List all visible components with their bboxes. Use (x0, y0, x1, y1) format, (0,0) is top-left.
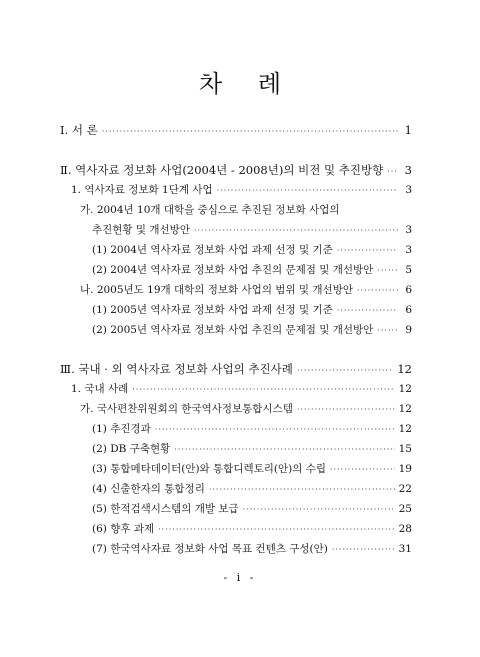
toc-entry-page: 22 (398, 483, 412, 495)
toc-entry[interactable] (92, 322, 412, 338)
dot-leader (357, 283, 398, 299)
toc-entry-label: (4) 신출한자의 통합정리 (92, 483, 205, 495)
toc-entry[interactable] (92, 541, 412, 557)
toc-entry-page: 3 (405, 184, 412, 196)
toc-entry-page: 5 (405, 264, 412, 276)
toc-entry-page: 12 (397, 362, 412, 376)
toc-entry-page: 3 (405, 244, 412, 256)
toc-entry-label: 나. 2005년도 19개 대학의 정보화 사업의 범위 및 개선방안 (80, 284, 353, 296)
dot-leader (337, 243, 398, 259)
dot-leader (337, 303, 398, 319)
dot-leader (243, 502, 395, 518)
toc-entry[interactable] (92, 501, 412, 517)
dot-leader (377, 263, 398, 279)
page-number: - i - (223, 571, 257, 584)
toc-entry-page: 12 (398, 423, 412, 435)
dot-leader (387, 164, 398, 180)
toc-entry[interactable] (92, 222, 412, 238)
dot-leader (209, 482, 395, 498)
dot-leader (217, 183, 398, 199)
toc-entry-page: 6 (405, 304, 412, 316)
dot-leader (174, 442, 394, 458)
toc-entry-label: 가. 국사편찬위원회의 한국역사정보통합시스템 (80, 403, 293, 415)
toc-entry-label: (7) 한국역사자료 정보화 사업 목표 컨텐츠 구성(안) (92, 543, 328, 555)
toc-entry-label: Ⅰ. 서 론 (60, 123, 98, 137)
toc-entry[interactable] (92, 441, 412, 457)
toc-entry-page: 12 (398, 383, 412, 395)
toc-entry-label: Ⅲ. 국내 · 외 역사자료 정보화 사업의 추진사례 (60, 362, 293, 376)
toc-entry-label: (2) 2004년 역사자료 정보화 사업 추진의 문제점 및 개선방안 (92, 264, 374, 276)
dot-leader (330, 462, 395, 478)
toc-entry[interactable] (80, 282, 412, 298)
toc-entry[interactable] (92, 521, 412, 537)
toc-entry-page: 1 (404, 123, 412, 137)
toc-entry[interactable] (60, 122, 412, 138)
toc-entry-label: (1) 2005년 역사자료 정보화 사업 과제 선정 및 기준 (92, 304, 333, 316)
toc-entry-page: 25 (398, 503, 412, 515)
dot-leader (377, 323, 398, 339)
toc-entry[interactable] (60, 361, 412, 377)
dot-leader (194, 223, 398, 239)
toc-entry-label: Ⅱ. 역사자료 정보화 사업(2004년 - 2008년)의 비전 및 추진방향 (60, 163, 384, 177)
toc-entry-label: 가. 2004년 10개 대학을 중심으로 추진된 정보화 사업의 (80, 204, 340, 216)
dot-leader (297, 363, 394, 379)
toc-entry-label: (2) DB 구축현황 (92, 443, 171, 455)
toc-entry-label: (2) 2005년 역사자료 정보화 사업 추진의 문제점 및 개선방안 (92, 324, 374, 336)
toc-entry-page: 3 (405, 224, 412, 236)
dot-leader (132, 382, 394, 398)
toc-entry-label: (1) 2004년 역사자료 정보화 사업 과제 선정 및 기준 (92, 244, 333, 256)
toc-entry[interactable] (92, 461, 412, 477)
toc-entry[interactable] (80, 202, 380, 218)
toc-entry-page: 19 (398, 463, 412, 475)
toc-entry[interactable] (92, 421, 412, 437)
toc-entry-label: 추진현황 및 개선방안 (92, 224, 190, 236)
toc-entry-label: (5) 한적검색시스템의 개발 보급 (92, 503, 239, 515)
toc-entry-label: 1. 역사자료 정보화 1단계 사업 (71, 184, 213, 196)
toc-entry[interactable] (92, 262, 412, 278)
toc-entry-page: 15 (398, 443, 412, 455)
page-title: 차 례 (199, 70, 295, 98)
toc-entry[interactable] (71, 381, 412, 397)
dot-leader (332, 542, 395, 558)
toc-entry-page: 31 (398, 543, 412, 555)
toc-entry-label: (6) 향후 과제 (92, 523, 155, 535)
toc-entry-label: (3) 통합메타데이터(안)와 통합디렉토리(안)의 수립 (92, 463, 326, 475)
toc-entry-label: 1. 국내 사례 (71, 383, 129, 395)
toc-entry[interactable] (80, 401, 412, 417)
toc-entry-page: 28 (398, 523, 412, 535)
dot-leader (102, 124, 398, 140)
toc-entry[interactable] (92, 242, 412, 258)
toc-entry[interactable] (60, 162, 412, 178)
toc-entry-page: 9 (405, 324, 412, 336)
toc-entry-label: (1) 추진경과 (92, 423, 151, 435)
toc-entry-page: 3 (404, 163, 412, 177)
dot-leader (158, 522, 395, 538)
dot-leader (155, 422, 395, 438)
toc-entry-page: 6 (405, 284, 412, 296)
toc-entry-page: 12 (398, 403, 412, 415)
toc-entry[interactable] (92, 302, 412, 318)
dot-leader (297, 402, 395, 418)
toc-entry[interactable] (71, 182, 412, 198)
toc-entry[interactable] (92, 481, 412, 497)
